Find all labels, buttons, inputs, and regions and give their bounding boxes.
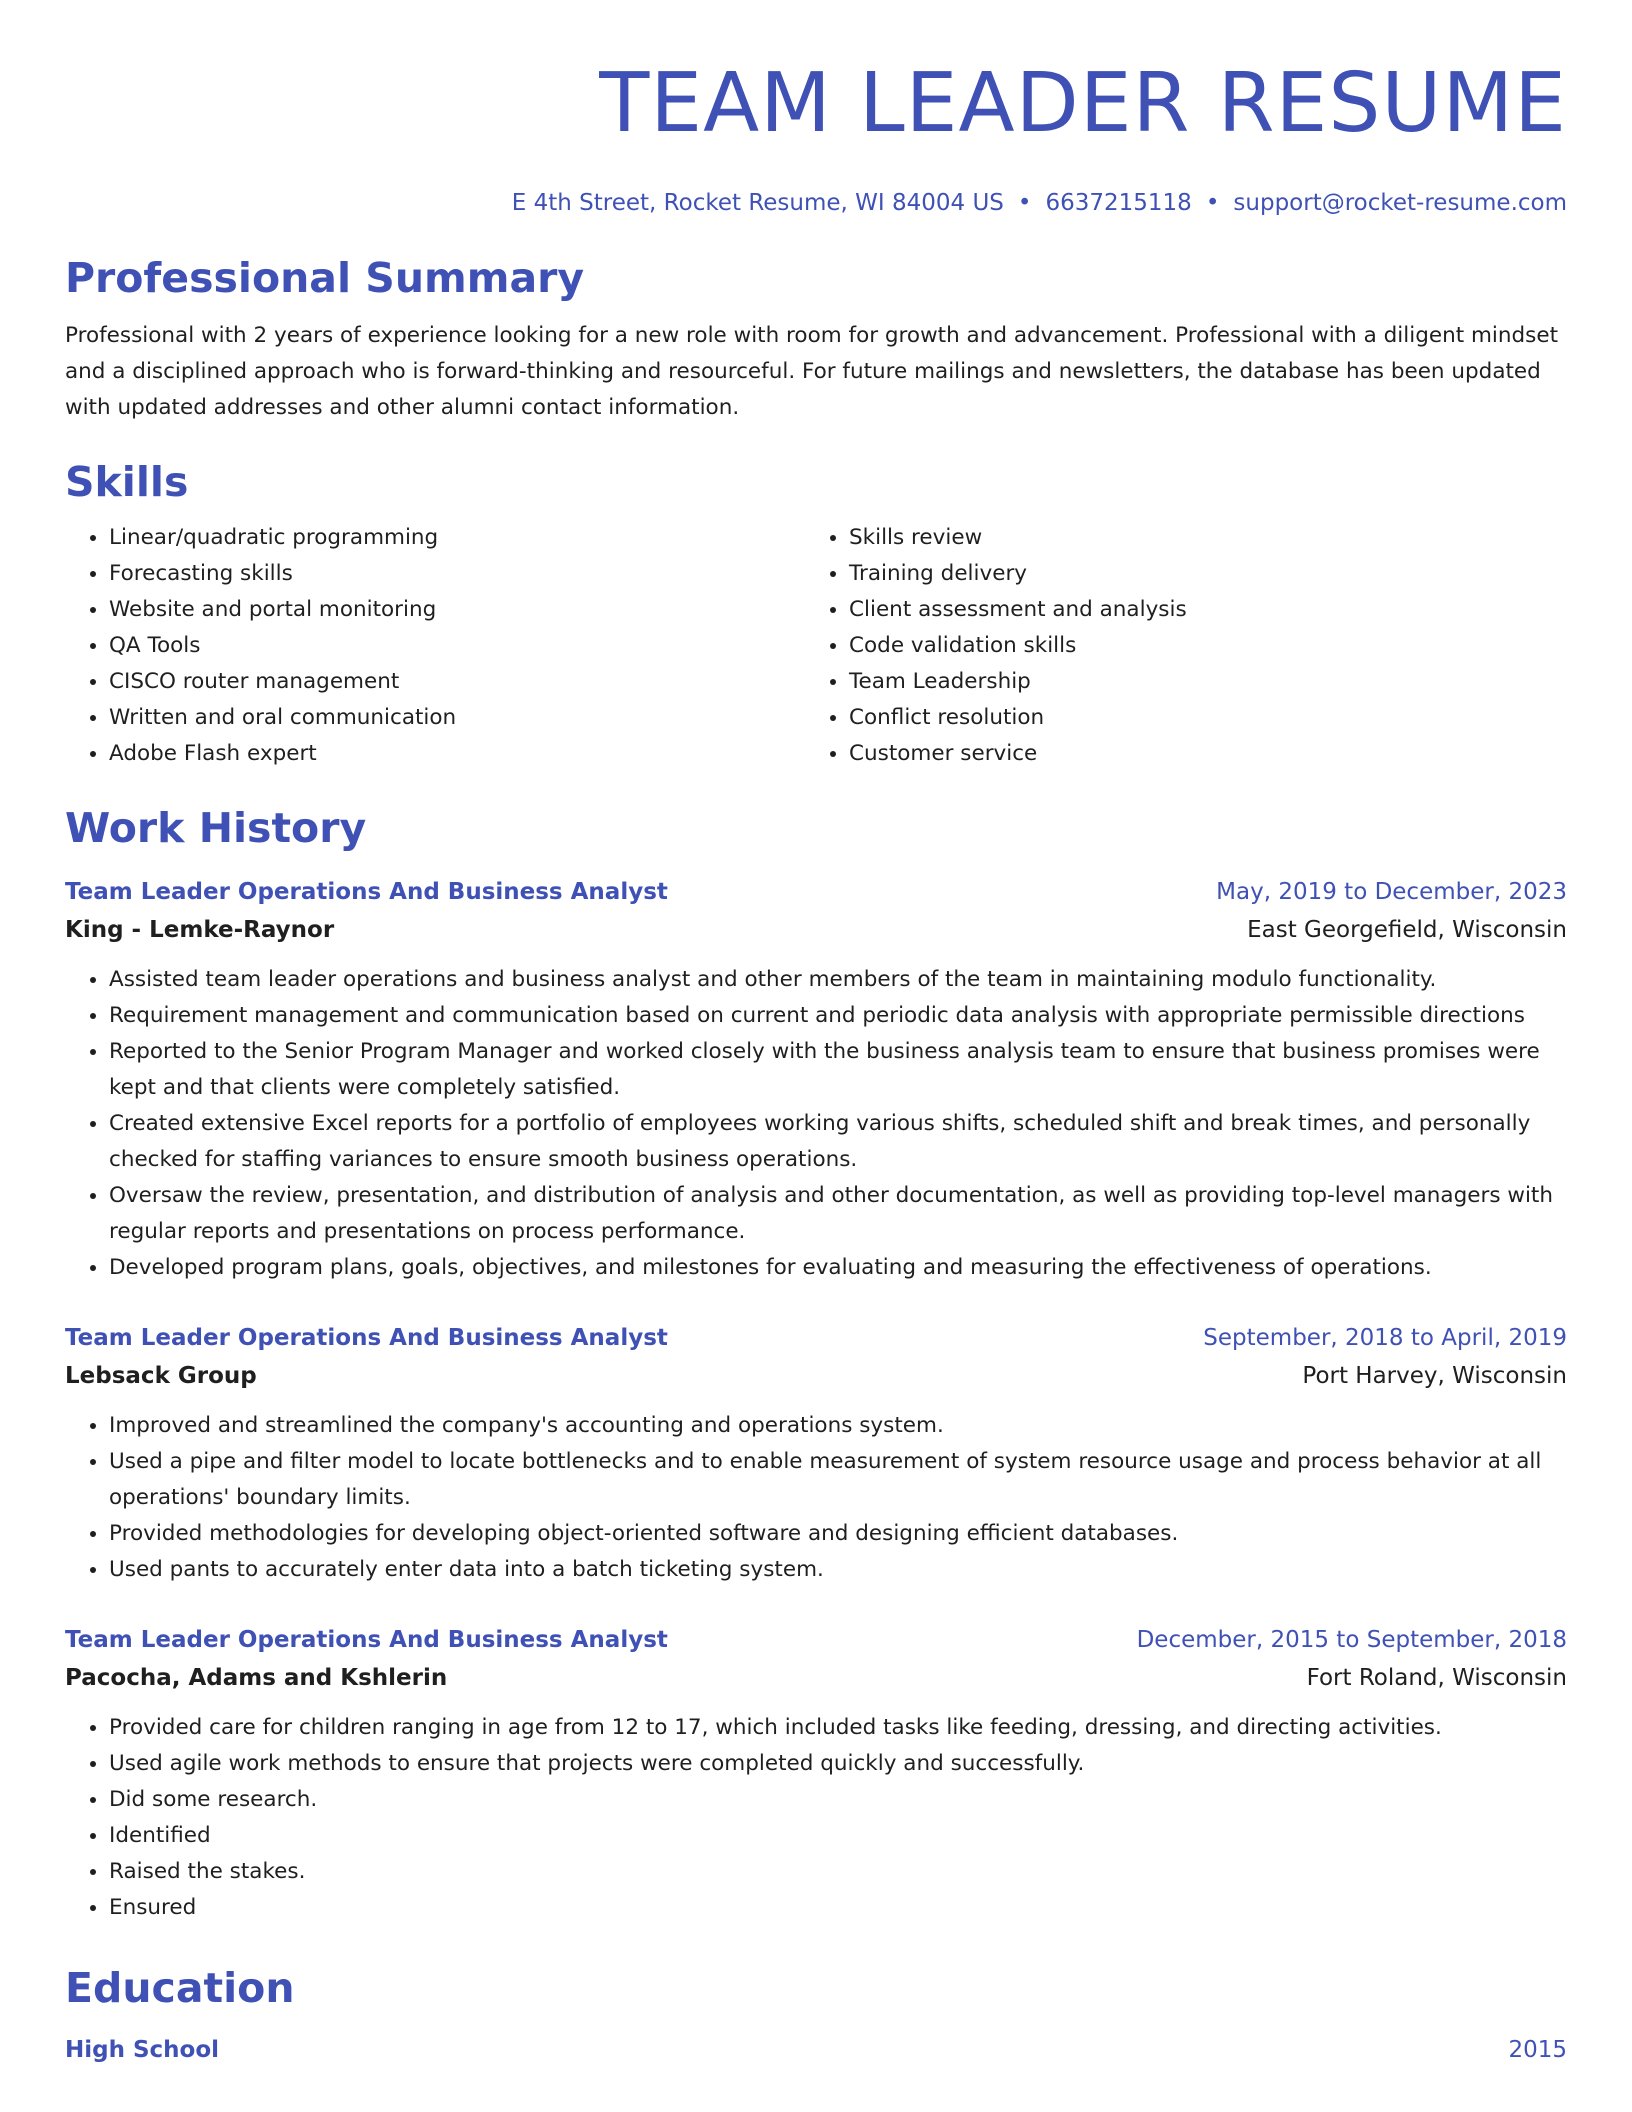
job-duty: • Provided care for children ranging in age from 12 to 17, which included tasks like feeding, dressing, and directing activities. [109, 1710, 1567, 1746]
contact-separator: • [1017, 190, 1032, 216]
resume-title: TEAM LEADER RESUME [599, 56, 1567, 151]
skill-item: • Customer service [849, 736, 1545, 772]
skill-item: • CISCO router management [109, 664, 805, 700]
education-heading: Education [65, 1964, 295, 2012]
skills-column-left [65, 520, 805, 772]
job-duty: • Used pants to accurately enter data into a batch ticketing system. [109, 1552, 1567, 1588]
job-entry [65, 874, 1567, 1286]
job-duty: • Did some research. [109, 1782, 1567, 1818]
job-location: East Georgefield, Wisconsin [1247, 917, 1567, 943]
job-role: Team Leader Operations And Business Analyst [65, 879, 668, 905]
job-role: Team Leader Operations And Business Analyst [65, 1627, 668, 1653]
skills-list [65, 520, 1567, 772]
skills-heading: Skills [65, 458, 189, 506]
contact-separator: • [1205, 190, 1220, 216]
skill-item: • Website and portal monitoring [109, 592, 805, 628]
work-history-heading: Work History [65, 804, 367, 852]
job-duty: • Reported to the Senior Program Manager and worked closely with the business analysis team to ensure that business promises were kept and that clients were completely satisfied. [109, 1034, 1567, 1106]
skill-item: • Client assessment and analysis [849, 592, 1545, 628]
skill-item: • Skills review [849, 520, 1545, 556]
job-dates: September, 2018 to April, 2019 [1203, 1325, 1567, 1351]
contact-phone: 6637215118 [1045, 190, 1192, 216]
job-duty: • Provided methodologies for developing object-oriented software and designing efficient databases. [109, 1516, 1567, 1552]
job-duty: • Requirement management and communication based on current and periodic data analysis with appropriate permissible directions [109, 998, 1567, 1034]
job-role: Team Leader Operations And Business Analyst [65, 1325, 668, 1351]
summary-heading: Professional Summary [65, 254, 585, 302]
job-duty: • Improved and streamlined the company's accounting and operations system. [109, 1408, 1567, 1444]
job-dates: May, 2019 to December, 2023 [1216, 879, 1567, 905]
job-duty: • Identified [109, 1818, 1567, 1854]
summary-text: Professional with 2 years of experience looking for a new role with room for growth and advancement. Professional with a diligent mindset and a disciplined approach who is forward-thinking and resourceful. For future mailings and newsletters, the database has been updated with updated addresses and other alumni contact information. [65, 323, 1559, 420]
education-year: 2015 [1508, 2037, 1567, 2063]
job-duty: • Raised the stakes. [109, 1854, 1567, 1890]
skill-item: • Conflict resolution [849, 700, 1545, 736]
job-dates: December, 2015 to September, 2018 [1136, 1627, 1567, 1653]
education-degree: High School [65, 2037, 220, 2063]
skill-item: • Team Leadership [849, 664, 1545, 700]
contact-line [65, 188, 1567, 218]
skill-item: • Adobe Flash expert [109, 736, 805, 772]
job-duty: • Ensured [109, 1890, 1567, 1926]
job-entry [65, 1622, 1567, 1926]
skill-item: • Training delivery [849, 556, 1545, 592]
job-duty: • Used a pipe and filter model to locate bottlenecks and to enable measurement of system resource usage and process behavior at all operations' boundary limits. [109, 1444, 1567, 1516]
skill-item: • Forecasting skills [109, 556, 805, 592]
job-company: Lebsack Group [65, 1363, 257, 1389]
job-duty: • Developed program plans, goals, objectives, and milestones for evaluating and measuring the effectiveness of operations. [109, 1250, 1567, 1286]
education-entry [65, 2032, 1567, 2068]
job-location: Port Harvey, Wisconsin [1302, 1363, 1567, 1389]
job-duty: • Used agile work methods to ensure that projects were completed quickly and successfully. [109, 1746, 1567, 1782]
contact-email[interactable]: support@rocket-resume.com [1233, 190, 1567, 216]
job-company: Pacocha, Adams and Kshlerin [65, 1665, 448, 1691]
job-location: Fort Roland, Wisconsin [1306, 1665, 1567, 1691]
skill-item: • QA Tools [109, 628, 805, 664]
job-duties [65, 1408, 1567, 1588]
job-duty: • Oversaw the review, presentation, and distribution of analysis and other documentation, as well as providing top-level managers with regular reports and presentations on process performance. [109, 1178, 1567, 1250]
skill-item: • Written and oral communication [109, 700, 805, 736]
job-company: King - Lemke-Raynor [65, 917, 335, 943]
job-duties [65, 962, 1567, 1286]
skill-item: • Linear/quadratic programming [109, 520, 805, 556]
job-duties [65, 1710, 1567, 1926]
job-duty: • Assisted team leader operations and business analyst and other members of the team in maintaining modulo functionality. [109, 962, 1567, 998]
skills-column-right [805, 520, 1545, 772]
contact-address: E 4th Street, Rocket Resume, WI 84004 US [511, 190, 1004, 216]
job-duty: • Created extensive Excel reports for a portfolio of employees working various shifts, scheduled shift and break times, and personally checked for staffing variances to ensure smooth business operations. [109, 1106, 1567, 1178]
job-entry [65, 1320, 1567, 1588]
skill-item: • Code validation skills [849, 628, 1545, 664]
